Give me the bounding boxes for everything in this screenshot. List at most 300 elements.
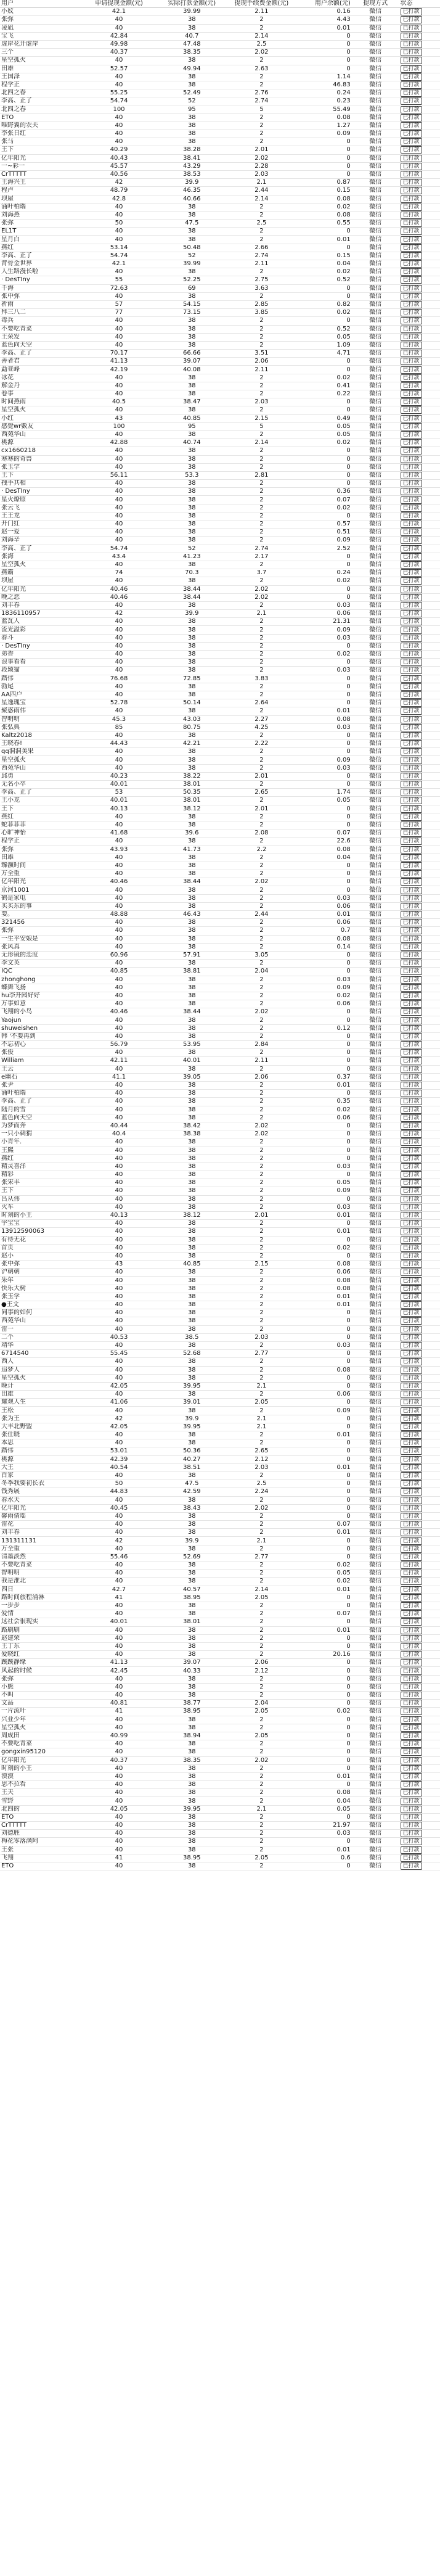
table-row[interactable]	[0, 1106, 440, 1114]
status-badge[interactable]: 已打款	[401, 1830, 422, 1837]
table-row[interactable]	[0, 1261, 440, 1269]
status-badge[interactable]: 已打款	[401, 944, 422, 951]
table-row[interactable]	[0, 1415, 440, 1423]
table-row[interactable]	[0, 772, 440, 780]
status-badge[interactable]: 已打款	[401, 992, 422, 1000]
status-badge[interactable]: 已打款	[401, 1237, 422, 1244]
status-badge[interactable]: 已打款	[401, 1806, 422, 1813]
table-row[interactable]	[0, 1480, 440, 1488]
status-badge[interactable]: 已打款	[401, 659, 422, 666]
table-row[interactable]	[0, 1512, 440, 1520]
status-badge[interactable]: 已打款	[401, 724, 422, 731]
status-badge[interactable]: 已打款	[401, 431, 422, 438]
table-row[interactable]	[0, 439, 440, 447]
table-row[interactable]	[0, 65, 440, 73]
status-badge[interactable]: 已打款	[401, 220, 422, 227]
status-badge[interactable]: 已打款	[401, 228, 422, 235]
table-row[interactable]	[0, 325, 440, 333]
table-row[interactable]	[0, 40, 440, 48]
table-row[interactable]	[0, 846, 440, 854]
status-badge[interactable]: 已打款	[401, 97, 422, 105]
status-badge[interactable]: 已打款	[401, 1488, 422, 1496]
table-row[interactable]	[0, 659, 440, 667]
status-badge[interactable]: 已打款	[401, 390, 422, 398]
status-badge[interactable]: 已打款	[401, 1228, 422, 1235]
table-row[interactable]	[0, 1309, 440, 1317]
status-badge[interactable]: 已打款	[401, 1147, 422, 1154]
status-badge[interactable]: 已打款	[401, 1627, 422, 1634]
status-badge[interactable]: 已打款	[401, 805, 422, 813]
table-row[interactable]	[0, 862, 440, 870]
table-row[interactable]	[0, 683, 440, 691]
table-row[interactable]	[0, 1570, 440, 1578]
table-row[interactable]	[0, 1471, 440, 1479]
table-row[interactable]	[0, 1700, 440, 1708]
status-badge[interactable]: 已打款	[401, 1017, 422, 1024]
status-badge[interactable]: 已打款	[401, 1269, 422, 1276]
table-row[interactable]	[0, 1098, 440, 1106]
status-badge[interactable]: 已打款	[401, 960, 422, 967]
table-row[interactable]	[0, 1488, 440, 1496]
status-badge[interactable]: 已打款	[401, 1497, 422, 1504]
status-badge[interactable]: 已打款	[401, 488, 422, 495]
table-row[interactable]	[0, 422, 440, 430]
table-row[interactable]	[0, 1366, 440, 1374]
status-badge[interactable]: 已打款	[401, 1748, 422, 1756]
table-row[interactable]	[0, 8, 440, 16]
status-badge[interactable]: 已打款	[401, 1456, 422, 1463]
status-badge[interactable]: 已打款	[401, 496, 422, 504]
status-badge[interactable]: 已打款	[401, 1447, 422, 1455]
status-badge[interactable]: 已打款	[401, 1025, 422, 1032]
status-badge[interactable]: 已打款	[401, 1570, 422, 1577]
table-row[interactable]	[0, 1838, 440, 1846]
table-row[interactable]	[0, 366, 440, 374]
table-row[interactable]	[0, 154, 440, 162]
status-badge[interactable]: 已打款	[401, 862, 422, 870]
table-row[interactable]	[0, 878, 440, 886]
status-badge[interactable]: 已打款	[401, 1594, 422, 1602]
status-badge[interactable]: 已打款	[401, 1562, 422, 1569]
status-badge[interactable]: 已打款	[401, 1740, 422, 1748]
status-badge[interactable]: 已打款	[401, 171, 422, 178]
status-badge[interactable]: 已打款	[401, 1781, 422, 1788]
table-row[interactable]	[0, 333, 440, 341]
status-badge[interactable]: 已打款	[401, 504, 422, 512]
table-row[interactable]	[0, 699, 440, 707]
table-row[interactable]	[0, 537, 440, 545]
table-row[interactable]	[0, 228, 440, 236]
status-badge[interactable]: 已打款	[401, 1196, 422, 1203]
table-row[interactable]	[0, 1269, 440, 1277]
status-badge[interactable]: 已打款	[401, 1090, 422, 1097]
table-row[interactable]	[0, 1179, 440, 1187]
status-badge[interactable]: 已打款	[401, 691, 422, 699]
table-row[interactable]	[0, 1781, 440, 1789]
status-badge[interactable]: 已打款	[401, 1423, 422, 1431]
status-badge[interactable]: 已打款	[401, 707, 422, 715]
status-badge[interactable]: 已打款	[401, 236, 422, 244]
table-row[interactable]	[0, 130, 440, 138]
status-badge[interactable]: 已打款	[401, 1578, 422, 1585]
status-badge[interactable]: 已打款	[401, 1586, 422, 1594]
status-badge[interactable]: 已打款	[401, 1846, 422, 1854]
status-badge[interactable]: 已打款	[401, 187, 422, 194]
table-row[interactable]	[0, 1594, 440, 1602]
status-badge[interactable]: 已打款	[401, 651, 422, 658]
table-row[interactable]	[0, 723, 440, 731]
status-badge[interactable]: 已打款	[401, 1261, 422, 1268]
status-badge[interactable]: 已打款	[401, 569, 422, 577]
table-row[interactable]	[0, 1382, 440, 1390]
status-badge[interactable]: 已打款	[401, 179, 422, 186]
status-badge[interactable]: 已打款	[401, 1277, 422, 1285]
status-badge[interactable]: 已打款	[401, 1253, 422, 1260]
table-row[interactable]	[0, 691, 440, 699]
status-badge[interactable]: 已打款	[401, 1098, 422, 1105]
table-row[interactable]	[0, 1000, 440, 1008]
status-badge[interactable]: 已打款	[401, 553, 422, 561]
table-row[interactable]	[0, 1463, 440, 1471]
table-row[interactable]	[0, 642, 440, 650]
status-badge[interactable]: 已打款	[401, 757, 422, 764]
table-row[interactable]	[0, 1854, 440, 1862]
status-badge[interactable]: 已打款	[401, 1480, 422, 1488]
table-row[interactable]	[0, 821, 440, 829]
table-row[interactable]	[0, 870, 440, 878]
table-row[interactable]	[0, 1830, 440, 1838]
status-badge[interactable]: 已打款	[401, 1220, 422, 1227]
table-row[interactable]	[0, 854, 440, 862]
table-row[interactable]	[0, 1431, 440, 1439]
table-row[interactable]	[0, 1154, 440, 1162]
table-row[interactable]	[0, 1455, 440, 1463]
status-badge[interactable]: 已打款	[401, 1651, 422, 1658]
table-row[interactable]	[0, 618, 440, 626]
table-row[interactable]	[0, 1065, 440, 1073]
table-row[interactable]	[0, 1162, 440, 1171]
table-row[interactable]	[0, 292, 440, 300]
table-row[interactable]	[0, 89, 440, 97]
status-badge[interactable]: 已打款	[401, 1765, 422, 1772]
status-badge[interactable]: 已打款	[401, 919, 422, 926]
status-badge[interactable]: 已打款	[401, 1838, 422, 1845]
status-badge[interactable]: 已打款	[401, 65, 422, 73]
table-row[interactable]	[0, 1789, 440, 1797]
table-row[interactable]	[0, 488, 440, 496]
status-badge[interactable]: 已打款	[401, 366, 422, 374]
table-row[interactable]	[0, 162, 440, 170]
status-badge[interactable]: 已打款	[401, 8, 422, 15]
status-badge[interactable]: 已打款	[401, 480, 422, 487]
status-badge[interactable]: 已打款	[401, 911, 422, 918]
status-badge[interactable]: 已打款	[401, 1375, 422, 1382]
status-badge[interactable]: 已打款	[401, 1773, 422, 1780]
table-row[interactable]	[0, 1521, 440, 1529]
table-row[interactable]	[0, 1285, 440, 1293]
table-row[interactable]	[0, 781, 440, 789]
table-row[interactable]	[0, 1024, 440, 1032]
table-row[interactable]	[0, 179, 440, 187]
status-badge[interactable]: 已打款	[401, 512, 422, 520]
status-badge[interactable]: 已打款	[401, 57, 422, 64]
status-badge[interactable]: 已打款	[401, 813, 422, 821]
header-method[interactable]: 提现方式	[352, 0, 399, 8]
status-badge[interactable]: 已打款	[401, 334, 422, 341]
status-badge[interactable]: 已打款	[401, 1057, 422, 1064]
status-badge[interactable]: 已打款	[401, 1285, 422, 1293]
status-badge[interactable]: 已打款	[401, 1049, 422, 1056]
table-row[interactable]	[0, 1032, 440, 1040]
status-badge[interactable]: 已打款	[401, 1138, 422, 1146]
status-badge[interactable]: 已打款	[401, 1798, 422, 1805]
status-badge[interactable]: 已打款	[401, 1415, 422, 1423]
table-row[interactable]	[0, 797, 440, 805]
table-row[interactable]	[0, 601, 440, 609]
table-row[interactable]	[0, 1333, 440, 1341]
table-row[interactable]	[0, 1562, 440, 1570]
table-row[interactable]	[0, 455, 440, 463]
table-row[interactable]	[0, 309, 440, 317]
status-badge[interactable]: 已打款	[401, 1668, 422, 1675]
table-row[interactable]	[0, 1675, 440, 1683]
status-badge[interactable]: 已打款	[401, 1757, 422, 1764]
table-row[interactable]	[0, 374, 440, 382]
table-row[interactable]	[0, 756, 440, 764]
status-badge[interactable]: 已打款	[401, 1553, 422, 1561]
table-row[interactable]	[0, 545, 440, 553]
status-badge[interactable]: 已打款	[401, 1334, 422, 1341]
status-badge[interactable]: 已打款	[401, 1106, 422, 1114]
status-badge[interactable]: 已打款	[401, 204, 422, 211]
status-badge[interactable]: 已打款	[401, 561, 422, 569]
table-row[interactable]	[0, 447, 440, 455]
table-row[interactable]	[0, 1293, 440, 1301]
table-row[interactable]	[0, 911, 440, 919]
status-badge[interactable]: 已打款	[401, 740, 422, 747]
table-row[interactable]	[0, 32, 440, 40]
table-row[interactable]	[0, 1252, 440, 1260]
table-row[interactable]	[0, 1399, 440, 1407]
table-row[interactable]	[0, 1187, 440, 1195]
status-badge[interactable]: 已打款	[401, 163, 422, 170]
status-badge[interactable]: 已打款	[401, 1814, 422, 1821]
status-badge[interactable]: 已打款	[401, 765, 422, 772]
status-badge[interactable]: 已打款	[401, 1383, 422, 1390]
status-badge[interactable]: 已打款	[401, 683, 422, 691]
status-badge[interactable]: 已打款	[401, 1439, 422, 1447]
status-badge[interactable]: 已打款	[401, 1326, 422, 1333]
table-row[interactable]	[0, 1553, 440, 1561]
header-user[interactable]: 用户	[0, 0, 79, 8]
table-row[interactable]	[0, 121, 440, 130]
status-badge[interactable]: 已打款	[401, 1317, 422, 1325]
status-badge[interactable]: 已打款	[401, 635, 422, 642]
status-badge[interactable]: 已打款	[401, 33, 422, 40]
table-row[interactable]	[0, 1073, 440, 1081]
status-badge[interactable]: 已打款	[401, 456, 422, 463]
status-badge[interactable]: 已打款	[401, 878, 422, 886]
status-badge[interactable]: 已打款	[401, 1391, 422, 1398]
table-row[interactable]	[0, 1764, 440, 1772]
table-row[interactable]	[0, 341, 440, 349]
table-row[interactable]	[0, 553, 440, 561]
table-row[interactable]	[0, 414, 440, 422]
status-badge[interactable]: 已打款	[401, 1643, 422, 1650]
status-badge[interactable]: 已打款	[401, 1854, 422, 1862]
status-badge[interactable]: 已打款	[401, 285, 422, 292]
status-badge[interactable]: 已打款	[401, 398, 422, 406]
table-row[interactable]	[0, 1813, 440, 1821]
table-row[interactable]	[0, 1244, 440, 1252]
table-row[interactable]	[0, 935, 440, 943]
table-row[interactable]	[0, 1439, 440, 1447]
table-row[interactable]	[0, 1602, 440, 1610]
table-row[interactable]	[0, 1618, 440, 1626]
table-row[interactable]	[0, 610, 440, 618]
status-badge[interactable]: 已打款	[401, 1066, 422, 1073]
table-row[interactable]	[0, 919, 440, 927]
table-row[interactable]	[0, 430, 440, 438]
status-badge[interactable]: 已打款	[401, 586, 422, 593]
table-row[interactable]	[0, 81, 440, 89]
status-badge[interactable]: 已打款	[401, 870, 422, 878]
table-row[interactable]	[0, 569, 440, 577]
status-badge[interactable]: 已打款	[401, 1602, 422, 1610]
table-row[interactable]	[0, 634, 440, 642]
status-badge[interactable]: 已打款	[401, 846, 422, 854]
table-row[interactable]	[0, 960, 440, 968]
status-badge[interactable]: 已打款	[401, 301, 422, 308]
status-badge[interactable]: 已打款	[401, 610, 422, 617]
table-row[interactable]	[0, 992, 440, 1000]
status-badge[interactable]: 已打款	[401, 1301, 422, 1309]
table-row[interactable]	[0, 390, 440, 398]
table-row[interactable]	[0, 73, 440, 81]
status-badge[interactable]: 已打款	[401, 342, 422, 349]
table-row[interactable]	[0, 260, 440, 268]
status-badge[interactable]: 已打款	[401, 829, 422, 837]
table-row[interactable]	[0, 764, 440, 772]
table-row[interactable]	[0, 529, 440, 537]
status-badge[interactable]: 已打款	[401, 1724, 422, 1732]
table-row[interactable]	[0, 220, 440, 228]
table-row[interactable]	[0, 1578, 440, 1586]
status-badge[interactable]: 已打款	[401, 244, 422, 252]
table-row[interactable]	[0, 1350, 440, 1358]
status-badge[interactable]: 已打款	[401, 146, 422, 154]
table-row[interactable]	[0, 480, 440, 488]
table-row[interactable]	[0, 1740, 440, 1748]
status-badge[interactable]: 已打款	[401, 464, 422, 471]
table-row[interactable]	[0, 1683, 440, 1691]
status-badge[interactable]: 已打款	[401, 1000, 422, 1008]
status-badge[interactable]: 已打款	[401, 1505, 422, 1512]
status-badge[interactable]: 已打款	[401, 1204, 422, 1211]
status-badge[interactable]: 已打款	[401, 627, 422, 634]
table-row[interactable]	[0, 984, 440, 992]
status-badge[interactable]: 已打款	[401, 423, 422, 430]
table-row[interactable]	[0, 1667, 440, 1675]
table-row[interactable]	[0, 740, 440, 748]
table-row[interactable]	[0, 667, 440, 675]
table-row[interactable]	[0, 1090, 440, 1098]
table-row[interactable]	[0, 1529, 440, 1537]
table-row[interactable]	[0, 1862, 440, 1870]
status-badge[interactable]: 已打款	[401, 195, 422, 203]
status-badge[interactable]: 已打款	[401, 252, 422, 260]
status-badge[interactable]: 已打款	[401, 89, 422, 97]
status-badge[interactable]: 已打款	[401, 358, 422, 365]
table-row[interactable]	[0, 1692, 440, 1700]
status-badge[interactable]: 已打款	[401, 1309, 422, 1317]
table-row[interactable]	[0, 1822, 440, 1830]
table-row[interactable]	[0, 1057, 440, 1065]
table-row[interactable]	[0, 593, 440, 601]
table-row[interactable]	[0, 521, 440, 529]
table-row[interactable]	[0, 976, 440, 984]
status-badge[interactable]: 已打款	[401, 1659, 422, 1666]
status-badge[interactable]: 已打款	[401, 1033, 422, 1040]
table-row[interactable]	[0, 471, 440, 479]
status-badge[interactable]: 已打款	[401, 268, 422, 276]
status-badge[interactable]: 已打款	[401, 594, 422, 601]
status-badge[interactable]: 已打款	[401, 439, 422, 446]
table-row[interactable]	[0, 748, 440, 756]
status-badge[interactable]: 已打款	[401, 1822, 422, 1829]
table-row[interactable]	[0, 1317, 440, 1325]
status-badge[interactable]: 已打款	[401, 1529, 422, 1536]
status-badge[interactable]: 已打款	[401, 1732, 422, 1740]
status-badge[interactable]: 已打款	[401, 130, 422, 138]
table-row[interactable]	[0, 1537, 440, 1545]
table-row[interactable]	[0, 252, 440, 260]
table-row[interactable]	[0, 16, 440, 24]
status-badge[interactable]: 已打款	[401, 1700, 422, 1707]
table-row[interactable]	[0, 1041, 440, 1049]
table-row[interactable]	[0, 1651, 440, 1659]
status-badge[interactable]: 已打款	[401, 1074, 422, 1081]
status-badge[interactable]: 已打款	[401, 1122, 422, 1130]
table-row[interactable]	[0, 276, 440, 284]
table-row[interactable]	[0, 1016, 440, 1024]
table-row[interactable]	[0, 1708, 440, 1716]
status-badge[interactable]: 已打款	[401, 122, 422, 130]
status-badge[interactable]: 已打款	[401, 138, 422, 146]
table-row[interactable]	[0, 1642, 440, 1650]
table-row[interactable]	[0, 902, 440, 910]
status-badge[interactable]: 已打款	[401, 887, 422, 894]
table-row[interactable]	[0, 317, 440, 325]
table-row[interactable]	[0, 1805, 440, 1813]
table-row[interactable]	[0, 1797, 440, 1805]
table-row[interactable]	[0, 1138, 440, 1146]
status-badge[interactable]: 已打款	[401, 529, 422, 536]
table-row[interactable]	[0, 651, 440, 659]
table-row[interactable]	[0, 1447, 440, 1455]
table-row[interactable]	[0, 195, 440, 203]
status-badge[interactable]: 已打款	[401, 1862, 422, 1870]
table-row[interactable]	[0, 1545, 440, 1553]
status-badge[interactable]: 已打款	[401, 781, 422, 788]
status-badge[interactable]: 已打款	[401, 1212, 422, 1219]
status-badge[interactable]: 已打款	[401, 675, 422, 683]
table-row[interactable]	[0, 1122, 440, 1130]
table-row[interactable]	[0, 1407, 440, 1415]
table-row[interactable]	[0, 1391, 440, 1399]
table-row[interactable]	[0, 1114, 440, 1122]
status-badge[interactable]: 已打款	[401, 1350, 422, 1357]
